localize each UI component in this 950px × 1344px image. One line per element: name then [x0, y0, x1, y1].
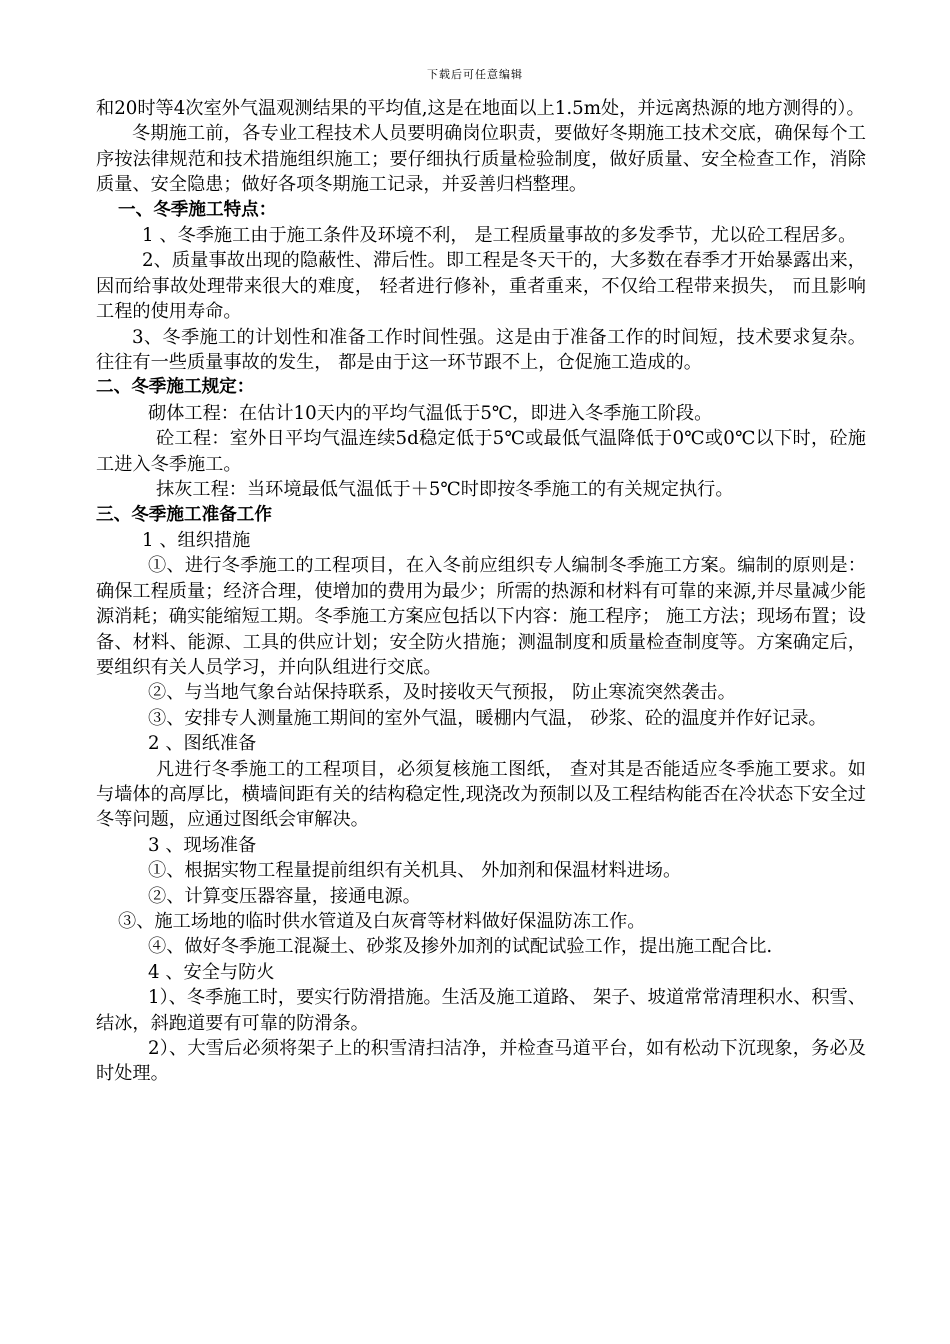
paragraph: 和20时等4次室外气温观测结果的平均值,这是在地面以上1.5m处，并远离热源的地方测得的）。	[96, 98, 865, 119]
section-heading: 二、冬季施工规定：	[96, 377, 255, 398]
paragraph: 1 、冬季施工由于施工条件及环境不利， 是工程质量事故的多发季节，尤以砼工程居多。	[142, 225, 857, 247]
paragraph: 4 、安全与防火	[148, 961, 275, 983]
paragraph: ①、进行冬季施工的工程项目，在入冬前应组织专人编制冬季施工方案。编制的原则是：确保工程质量；经济合理，使增加的费用为最少；所需的热源和材料有可靠的来源,并尽量减少能源消耗；确实能缩短工期。冬季施工方案应包括以下内容：施工程序； 施工方法；现场布置；设备、材料、能源、工具的供应计划；安全防火措施；测温制度和质量检查制度等。方案确定后，要组织有关人员学习，并向队组进行交底。	[96, 555, 866, 678]
paragraph: 3 、现场准备	[148, 834, 257, 856]
paragraph: 3、冬季施工的计划性和准备工作时间性强。这是由于准备工作的时间短，技术要求复杂。往往有一些质量事故的发生， 都是由于这一环节跟不上，仓促施工造成的。	[96, 326, 866, 374]
paragraph: ③、施工场地的临时供水管道及白灰膏等材料做好保温防冻工作。	[118, 911, 646, 932]
page-header: 下载后可任意编辑	[427, 68, 523, 81]
paragraph: 砌体工程：在估计10天内的平均气温低于5℃，即进入冬季施工阶段。	[148, 402, 713, 424]
paragraph: ③、安排专人测量施工期间的室外气温，暖棚内气温， 砂浆、砼的温度并作好记录。	[148, 707, 827, 729]
section-heading: 一、冬季施工特点：	[118, 199, 277, 220]
paragraph: ②、计算变压器容量，接通电源。	[148, 885, 421, 907]
paragraph: 1 、组织措施	[142, 529, 251, 551]
paragraph: ①、根据实物工程量提前组织有关机具、 外加剂和保温材料进场。	[148, 860, 682, 882]
paragraph: 抹灰工程：当环境最低气温低于＋5℃时即按冬季施工的有关规定执行。	[156, 479, 734, 501]
paragraph: 1）、冬季施工时，要实行防滑措施。生活及施工道路、 架子、坡道常常清理积水、积雪、结冰，斜跑道要有可靠的防滑条。	[96, 987, 866, 1034]
section-heading: 三、冬季施工准备工作	[96, 504, 272, 525]
paragraph: 2、质量事故出现的隐蔽性、滞后性。即工程是冬天干的，大多数在春季才开始暴露出来，因而给事故处理带来很大的难度， 轻者进行修补，重者重来，不仅给工程带来损失， 而且影响工程的使用寿命。	[96, 250, 866, 323]
paragraph: ②、与当地气象台站保持联系，及时接收天气预报， 防止寒流突然袭击。	[148, 682, 736, 704]
paragraph: ④、做好冬季施工混凝土、砂浆及掺外加剂的试配试验工作，提出施工配合比.	[148, 936, 773, 958]
paragraph: 冬期施工前，各专业工程技术人员要明确岗位职责，要做好冬期施工技术交底，确保每个工序按法律规范和技术措施组织施工；要仔细执行质量检验制度，做好质量、安全检查工作，消除质量、安全隐患；做好各项冬期施工记录，并妥善归档整理。	[96, 123, 866, 196]
paragraph: 凡进行冬季施工的工程项目，必须复核施工图纸， 查对其是否能适应冬季施工要求。如与墙体的高厚比，横墙间距有关的结构稳定性,现浇改为预制以及工程结构能否在冷状态下安全过冬等问题，应通过图纸会审解决。	[96, 758, 866, 831]
paragraph: 2）、大雪后必须将架子上的积雪清扫洁净，并检查马道平台，如有松动下沉现象，务必及时处理。	[96, 1038, 866, 1085]
paragraph: 砼工程：室外日平均气温连续5d稳定低于5℃或最低气温降低于0℃或0℃以下时，砼施工进入冬季施工。	[96, 428, 866, 475]
paragraph: 2 、图纸准备	[148, 733, 257, 755]
document-body	[96, 96, 866, 1087]
